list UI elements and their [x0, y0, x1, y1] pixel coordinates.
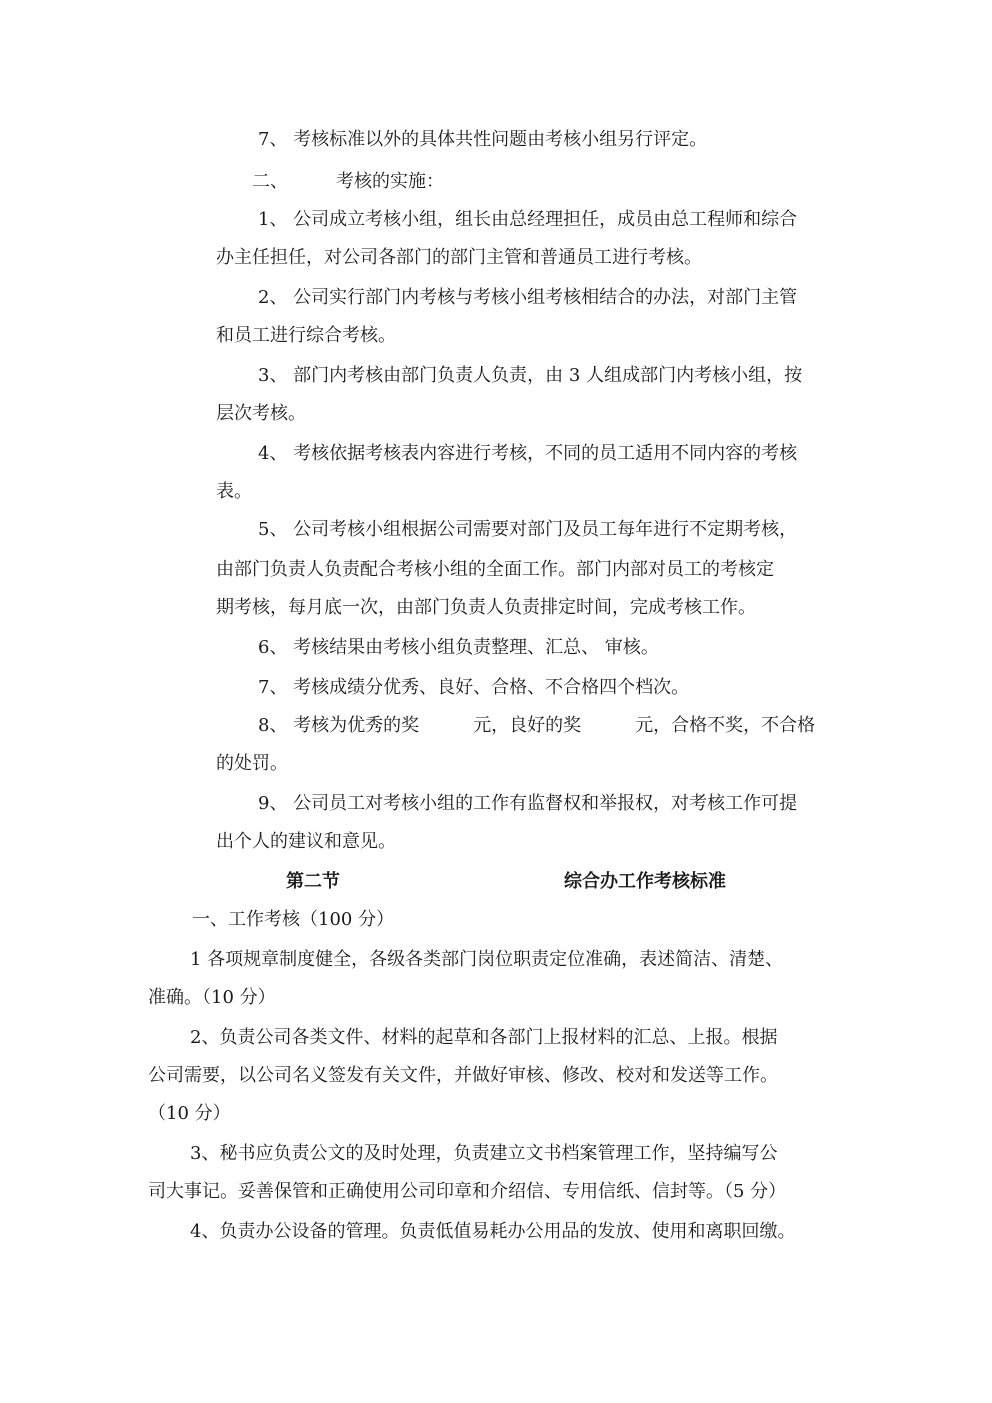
reward-pass-text: 元，合格不奖，不合格 [635, 715, 816, 736]
section-title: 综合办工作考核标准 [564, 871, 726, 892]
implementation-item-2-line-2: 和员工进行综合考核。 [216, 325, 396, 346]
criterion-2-line-1: 2、负责公司各类文件、材料的起草和各部门上报材料的汇总、上报。根据 [190, 1027, 778, 1048]
criterion-3-line-1: 3、秘书应负责公文的及时处理，负责建立文书档案管理工作，坚持编写公 [190, 1143, 778, 1164]
criterion-2-line-2: 公司需要，以公司名义签发有关文件，并做好审核、修改、校对和发送等工作。 [148, 1065, 778, 1086]
implementation-item-2-line-1: 2、 公司实行部门内考核与考核小组考核相结合的办法，对部门主管 [258, 287, 798, 308]
implementation-item-6: 6、 考核结果由考核小组负责整理、汇总、 审核。 [258, 637, 659, 658]
criterion-3-line-2: 司大事记。妥善保管和正确使用公司印章和介绍信、专用信纸、信封等。（5 分） [148, 1181, 787, 1202]
implementation-item-5-line-1: 5、 公司考核小组根据公司需要对部门及员工每年进行不定期考核， [258, 519, 798, 540]
implementation-item-8-line-1 [258, 714, 815, 738]
criterion-2-line-3: （10 分） [148, 1103, 231, 1124]
implementation-item-9-line-2: 出个人的建议和意见。 [216, 831, 396, 852]
reward-good-text: 元，良好的奖 [473, 715, 582, 736]
implementation-item-5-line-2: 由部门负责人负责配合考核小组的全面工作。部门内部对员工的考核定 [216, 559, 774, 580]
implementation-item-7: 7、 考核成绩分优秀、良好、合格、不合格四个档次。 [258, 677, 690, 698]
implementation-item-4-line-2: 表。 [216, 481, 252, 502]
implementation-item-1-line-2: 办主任担任，对公司各部门的部门主管和普通员工进行考核。 [216, 247, 702, 268]
implementation-item-4-line-1: 4、 考核依据考核表内容进行考核，不同的员工适用不同内容的考核 [258, 443, 798, 464]
criterion-4-line-1: 4、负责办公设备的管理。负责低值易耗办公用品的发放、使用和离职回缴。 [190, 1221, 796, 1242]
criterion-1-line-2: 准确。（10 分） [148, 987, 276, 1008]
reward-excellent-text: 8、 考核为优秀的奖 [258, 715, 420, 736]
implementation-item-1-line-1: 1、 公司成立考核小组，组长由总经理担任，成员由总工程师和综合 [258, 209, 798, 230]
criterion-1-line-1: 1 各项规章制度健全，各级各类部门岗位职责定位准确，表述简洁、清楚、 [190, 949, 784, 970]
section-title: 考核的实施： [336, 171, 444, 192]
subheading-work-assessment: 一、工作考核（100 分） [192, 909, 395, 930]
implementation-item-9-line-1: 9、 公司员工对考核小组的工作有监督权和举报权，对考核工作可提 [258, 793, 798, 814]
section-number: 二、 [252, 171, 288, 192]
implementation-item-5-line-3: 期考核，每月底一次，由部门负责人负责排定时间，完成考核工作。 [216, 597, 756, 618]
implementation-item-3-line-2: 层次考核。 [216, 403, 306, 424]
rule-item-7: 7、 考核标准以外的具体共性问题由考核小组另行评定。 [258, 129, 708, 150]
implementation-item-3-line-1: 3、 部门内考核由部门负责人负责，由 3 人组成部门内考核小组，按 [258, 365, 803, 386]
implementation-item-8-line-2: 的处罚。 [216, 753, 288, 774]
section-label: 第二节 [286, 871, 340, 892]
section-heading-implementation [252, 170, 444, 194]
